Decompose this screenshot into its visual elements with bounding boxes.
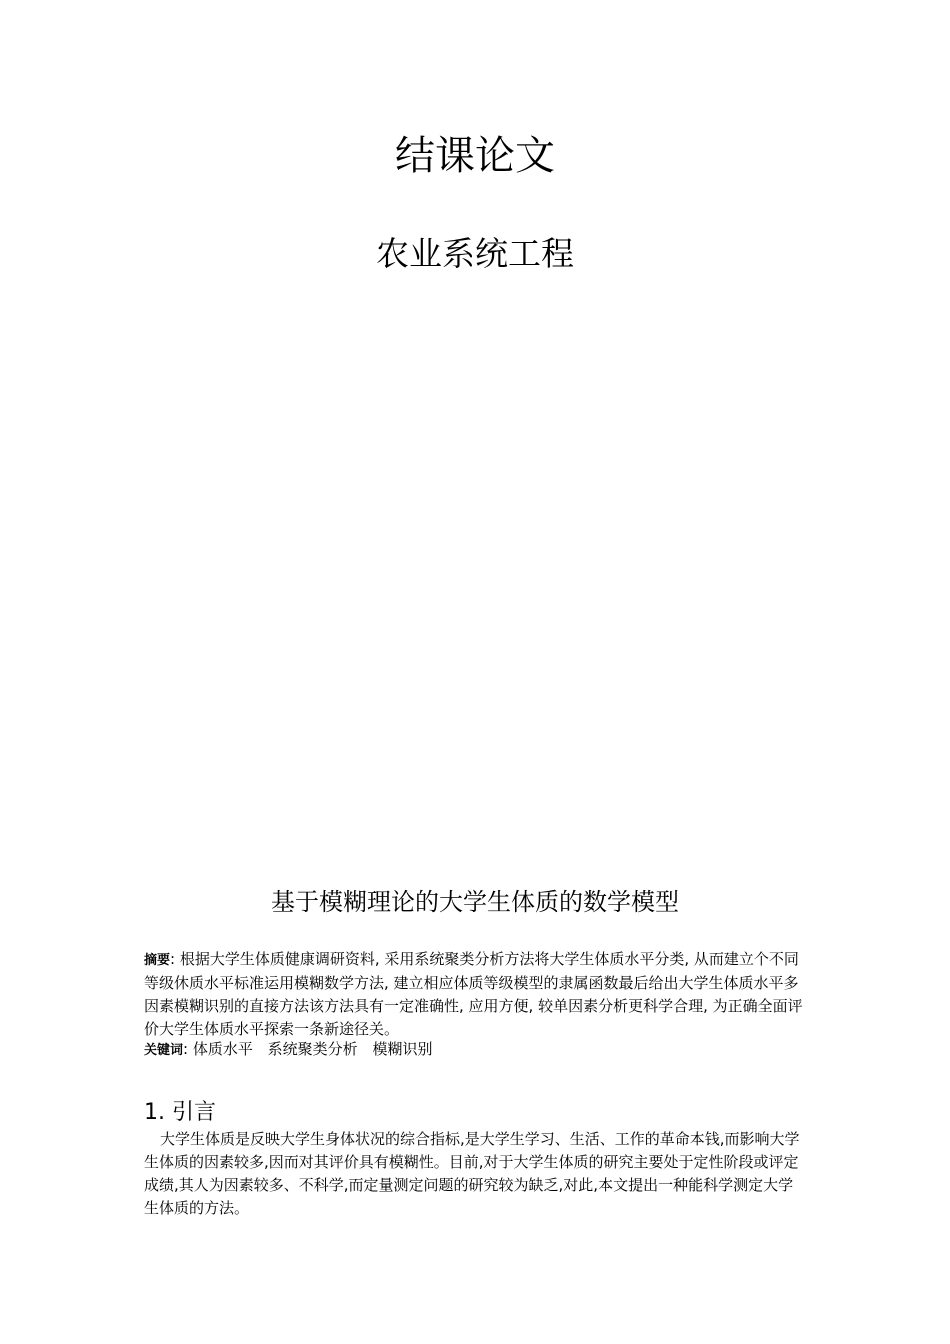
course-title: 农业系统工程 [376, 234, 574, 273]
introduction-body [144, 1128, 806, 1220]
paper-title: 基于模糊理论的大学生体质的数学模型 [271, 888, 679, 916]
keywords-separator: : [183, 1040, 189, 1058]
keywords-label: 关键词 [144, 1043, 184, 1058]
keyword-item: 模糊识别 [372, 1040, 433, 1058]
abstract-label: 摘要 [144, 953, 171, 968]
keyword-item: 系统聚类分析 [267, 1040, 358, 1058]
keywords [144, 1038, 806, 1062]
abstract-paragraph [144, 948, 806, 1041]
abstract [144, 948, 806, 1041]
introduction-paragraph: 大学生体质是反映大学生身体状况的综合指标,是大学生学习、生活、工作的革命本钱,而影响大学生体质的因素较多,因而对其评价具有模糊性。目前,对于大学生体质的研究主要处于定性阶段或评定成绩,其人为因素较多、不科学,而定量测定问题的研究较为缺乏,对此,本文提出一种能科学测定大学生体质的方法。 [144, 1130, 800, 1217]
section-heading-introduction: 1. 引言 [144, 1100, 216, 1125]
cover-title: 结课论文 [395, 133, 555, 179]
abstract-text: 根据大学生体质健康调研资料, 采用系统聚类分析方法将大学生体质水平分类, 从而建立个不同等级休质水平标准运用模糊数学方法, 建立相应体质等级模型的隶属函数最后给出大学生体质水平多因素模糊识别的直接方法该方法具有一定准确性, 应用方便, 较单因素分析更科学合理, 为正确全面评价大学生体质水平探索一条新途径关。 [144, 950, 803, 1038]
abstract-separator: : [170, 950, 176, 968]
keyword-item: 体质水平 [192, 1040, 253, 1058]
